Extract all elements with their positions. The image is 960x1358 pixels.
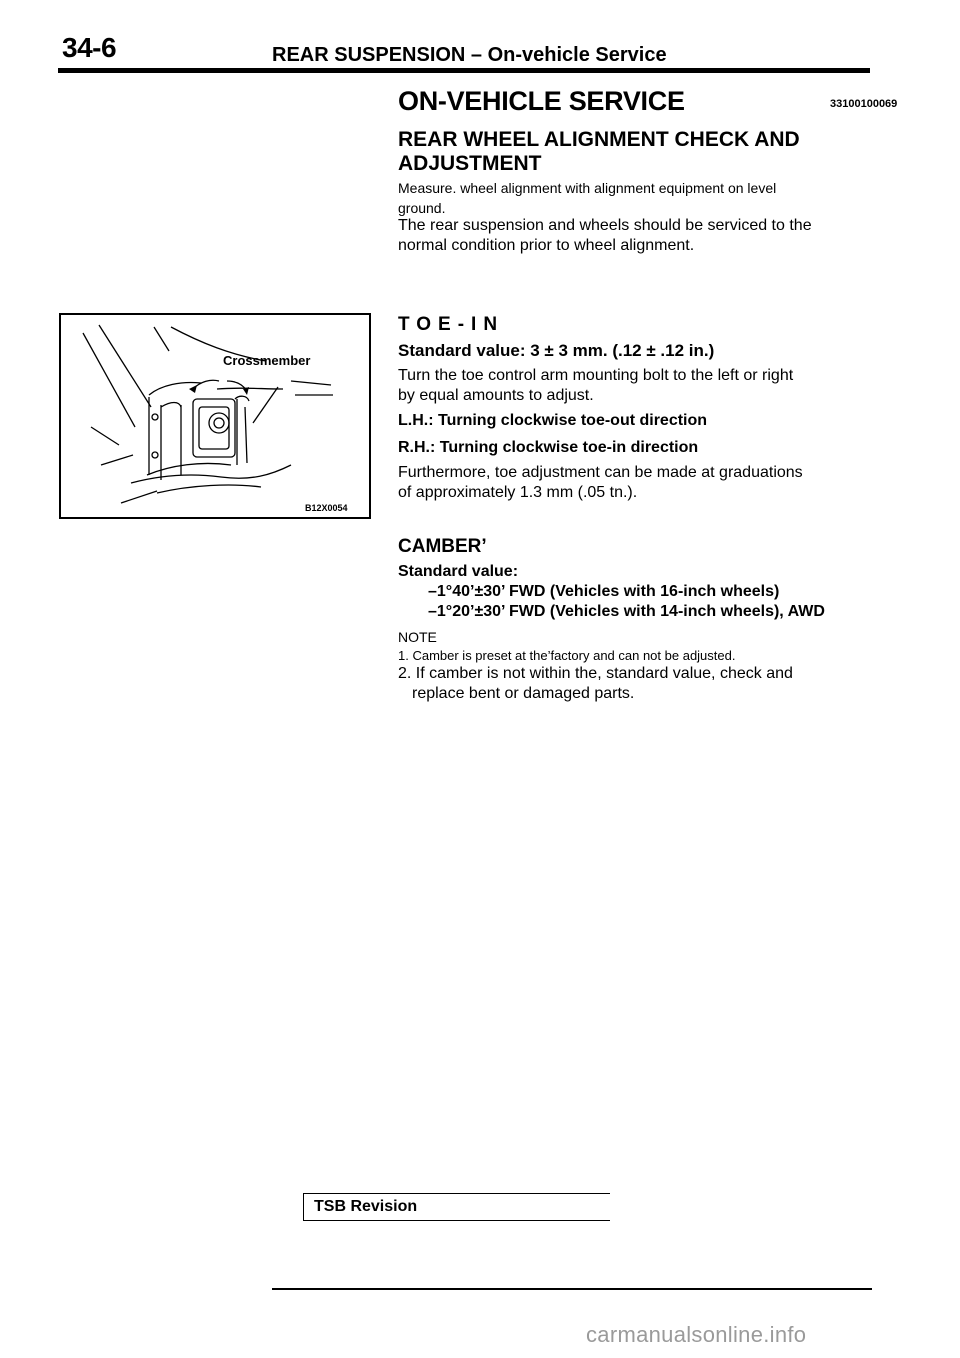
note-item-1: 1. Camber is preset at the’factory and can not be adjusted.: [398, 648, 736, 663]
note2-line1: 2. If camber is not within the, standard value, check and: [398, 665, 793, 682]
toe-turn-line2: by equal amounts to adjust.: [398, 387, 594, 404]
alignment-title-line2: ADJUSTMENT: [398, 152, 542, 175]
crossmember-figure: [59, 313, 371, 519]
toe-lh-instruction: L.H.: Turning clockwise toe-out direction: [398, 412, 708, 429]
tsb-revision-label: TSB Revision: [314, 1198, 418, 1215]
camber-heading: CAMBER’: [398, 536, 487, 557]
figure-code: B12X0054: [305, 503, 348, 513]
note-item-2: [398, 664, 876, 704]
camber-standard-label: Standard value:: [398, 563, 519, 580]
footer-rule: [272, 1288, 872, 1290]
page-header-title: REAR SUSPENSION – On-vehicle Service: [272, 44, 667, 66]
note2-line2: replace bent or damaged parts.: [412, 685, 635, 702]
header-rule: [58, 68, 870, 73]
measure-paragraph: [398, 178, 876, 218]
toe-turn-line1: Turn the toe control arm mounting bolt to the left or right: [398, 367, 794, 384]
page-number: 34-6: [62, 32, 117, 63]
camber-value-fwd-16: –1°40’±30’ FWD (Vehicles with 16-inch wheels): [428, 583, 780, 600]
prior-line1: The rear suspension and wheels should be serviced to the: [398, 217, 812, 234]
measure-line1: Measure. wheel alignment with alignment equipment on level: [398, 180, 777, 196]
toe-further-paragraph: [398, 463, 876, 503]
figure-label-crossmember: Crossmember: [223, 353, 311, 368]
alignment-title-line1: REAR WHEEL ALIGNMENT CHECK AND: [398, 128, 800, 151]
crossmember-illustration: [61, 315, 369, 517]
camber-value-fwd-14-awd: –1°20’±30’ FWD (Vehicles with 14-inch wheels), AWD: [428, 603, 825, 620]
toe-rh-instruction: R.H.: Turning clockwise toe-in direction: [398, 439, 699, 456]
toe-further-line2: of approximately 1.3 mm (.05 tn.).: [398, 484, 638, 501]
note-label: NOTE: [398, 629, 437, 645]
section-title: ON-VEHICLE SERVICE: [398, 86, 685, 116]
alignment-title: [398, 128, 878, 176]
section-code: 33100100069: [830, 98, 898, 110]
toe-in-heading: TOE-IN: [398, 314, 505, 335]
measure-line2: ground.: [398, 200, 446, 216]
prior-paragraph: [398, 216, 876, 256]
toe-further-line1: Furthermore, toe adjustment can be made at graduations: [398, 464, 803, 481]
toe-in-standard: Standard value: 3 ± 3 mm. (.12 ± .12 in.): [398, 341, 715, 360]
watermark: carmanualsonline.info: [586, 1322, 807, 1347]
prior-line2: normal condition prior to wheel alignment.: [398, 237, 695, 254]
toe-turn-paragraph: [398, 366, 876, 406]
